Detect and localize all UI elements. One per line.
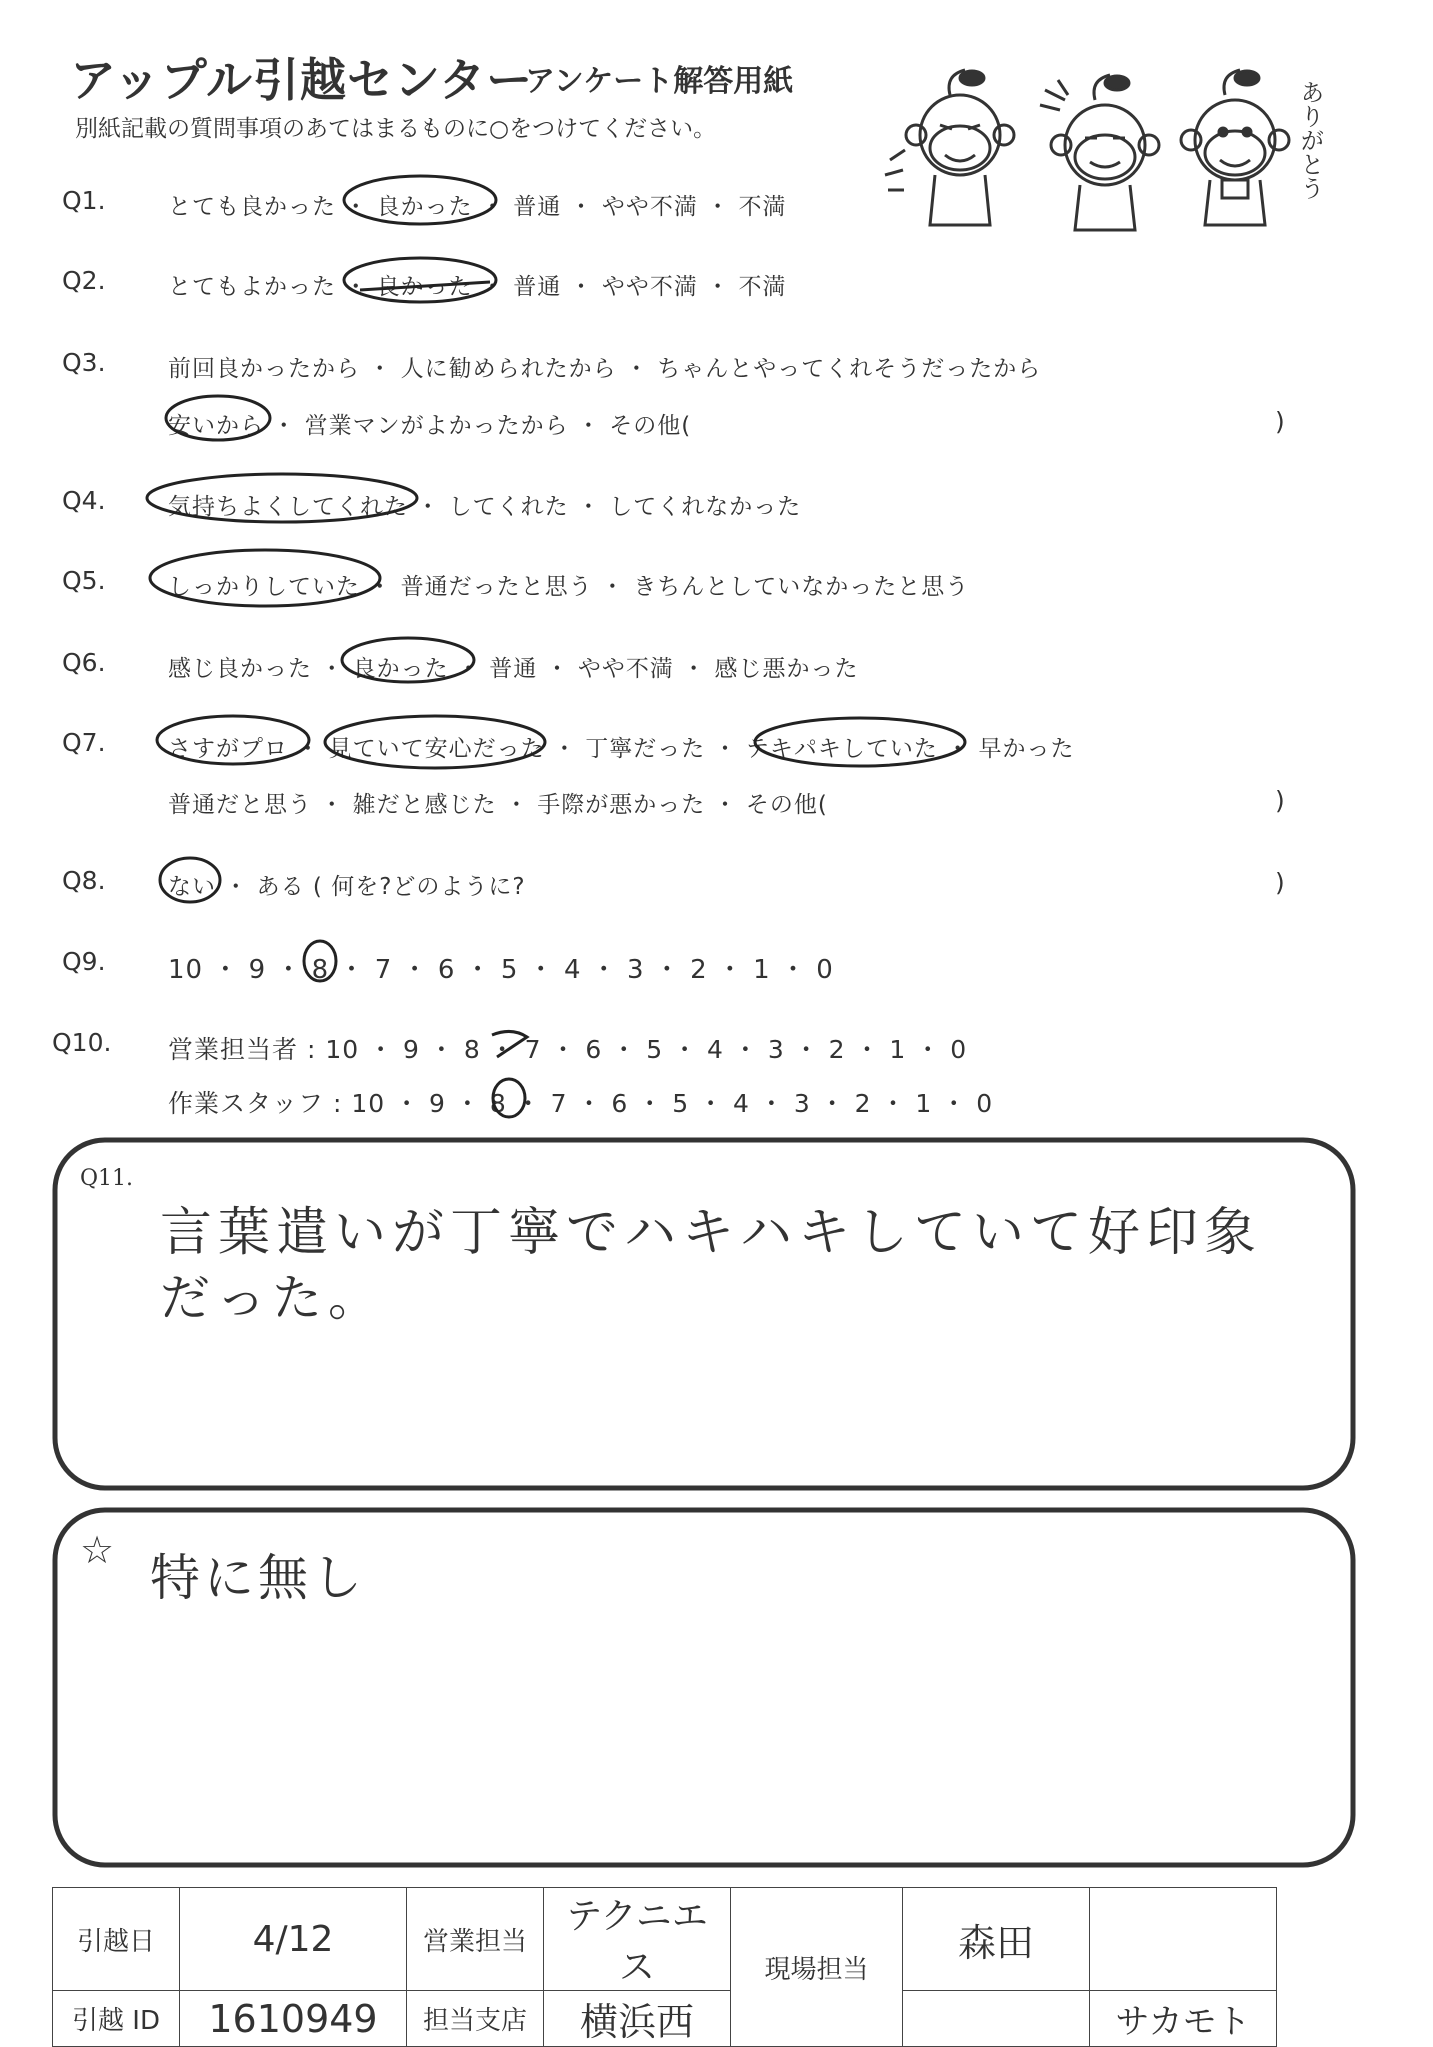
move-id-value: 1610949 [180, 1991, 407, 2047]
q3-close-paren: ) [1275, 407, 1285, 436]
q6-label: Q6. [62, 648, 106, 677]
form-subtitle: アンケート解答用紙 [525, 64, 794, 99]
q5-circle-mark [150, 550, 380, 606]
q8-label: Q8. [62, 866, 106, 895]
site-empty-cell [1090, 1888, 1277, 1991]
site-label: 現場担当 [731, 1888, 903, 2047]
star-icon: ☆ [80, 1528, 115, 1572]
q6-circle-mark [342, 638, 474, 682]
form-title: アップル引越センター [70, 53, 534, 107]
site-value-2: サカモト [1090, 1991, 1277, 2047]
q2-label: Q2. [62, 266, 106, 295]
move-date-value: 4/12 [180, 1888, 407, 1991]
q10-label: Q10. [52, 1028, 112, 1057]
q3-circle-mark [166, 396, 270, 440]
q7-label: Q7. [62, 728, 106, 757]
site-value-1: 森田 [903, 1888, 1090, 1991]
q3-options-line1: 前回良かったから ・ 人に勧められたから ・ ちゃんとやってくれそうだったから [168, 356, 1042, 382]
q3-options-line2: 安いから ・ 営業マンがよかったから ・ その他( [168, 413, 692, 439]
q9-scale: 10 ・ 9 ・ 8 ・ 7 ・ 6 ・ 5 ・ 4 ・ 3 ・ 2 ・ 1 ・ 0 [168, 955, 834, 985]
q10-staff-scale: 作業スタッフ : 10 ・ 9 ・ 8 ・ 7 ・ 6 ・ 5 ・ 4 ・ 3 ・ 2 ・ 1 ・ 0 [168, 1089, 994, 1118]
move-id-label: 引越 ID [53, 1991, 180, 2047]
q10-staff-circle-mark [493, 1079, 525, 1117]
q8-circle-mark [160, 858, 220, 902]
site-empty-cell-2 [903, 1991, 1090, 2047]
q11-answer-line2: だった。 [160, 1269, 384, 1327]
q4-circle-mark [147, 474, 417, 522]
q7-circle-mark-3 [755, 718, 965, 766]
move-date-label: 引越日 [53, 1888, 180, 1991]
q11-label: Q11. [80, 1166, 134, 1191]
q7-options-line2: 普通だと思う ・ 雑だと感じた ・ 手際が悪かった ・ その他( [168, 792, 828, 818]
q6-options: 感じ良かった ・ 良かった ・ 普通 ・ やや不満 ・ 感じ悪かった [168, 656, 859, 682]
branch-value: 横浜西 [544, 1991, 731, 2047]
q5-options: しっかりしていた ・ 普通だったと思う ・ きちんとしていなかったと思う [168, 574, 970, 600]
q3-label: Q3. [62, 348, 106, 377]
q9-circle-mark [304, 941, 336, 981]
q2-options: とてもよかった ・ 良かった ・ 普通 ・ やや不満 ・ 不満 [168, 274, 787, 300]
q5-label: Q5. [62, 566, 106, 595]
footer-info-table [52, 1887, 1277, 2047]
q7-circle-mark-2 [325, 716, 545, 768]
q10-sales-scale: 営業担当者 : 10 ・ 9 ・ 8 ・ 7 ・ 6 ・ 5 ・ 4 ・ 3 ・ 2 ・ 1 ・ 0 [168, 1035, 968, 1064]
q4-options: 気持ちよくしてくれた ・ してくれた ・ してくれなかった [168, 494, 802, 520]
q1-circle-mark [344, 176, 496, 224]
q11-answer-line1: 言葉遣いが丁寧でハキハキしていて好印象 [160, 1203, 1263, 1263]
q7-options-line1: さすがプロ ・ 見ていて安心だった ・ 丁寧だった ・ テキパキしていた ・ 早かった [168, 736, 1075, 762]
q9-label: Q9. [62, 947, 106, 976]
sales-label: 営業担当 [407, 1888, 544, 1991]
q7-circle-mark-1 [157, 716, 309, 764]
q2-circle-mark [344, 258, 496, 302]
comment-text: 特に無し [150, 1549, 366, 1607]
q8-options: ない ・ ある ( 何を?どのように? [168, 874, 526, 900]
q7-close-paren: ) [1275, 786, 1285, 815]
q2-strike-mark [360, 282, 490, 290]
branch-label: 担当支店 [407, 1991, 544, 2047]
q8-close-paren: ) [1275, 868, 1285, 897]
sales-value: テクニエス [544, 1888, 731, 1991]
thanks-text: ありがとう [1296, 80, 1324, 200]
q4-label: Q4. [62, 486, 106, 515]
q1-options: とても良かった ・ 良かった ・ 普通 ・ やや不満 ・ 不満 [168, 194, 787, 220]
instruction-text: 別紙記載の質問事項のあてはまるものに○をつけてください。 [75, 116, 717, 142]
q1-label: Q1. [62, 186, 106, 215]
q10-sales-mark [492, 1031, 527, 1057]
